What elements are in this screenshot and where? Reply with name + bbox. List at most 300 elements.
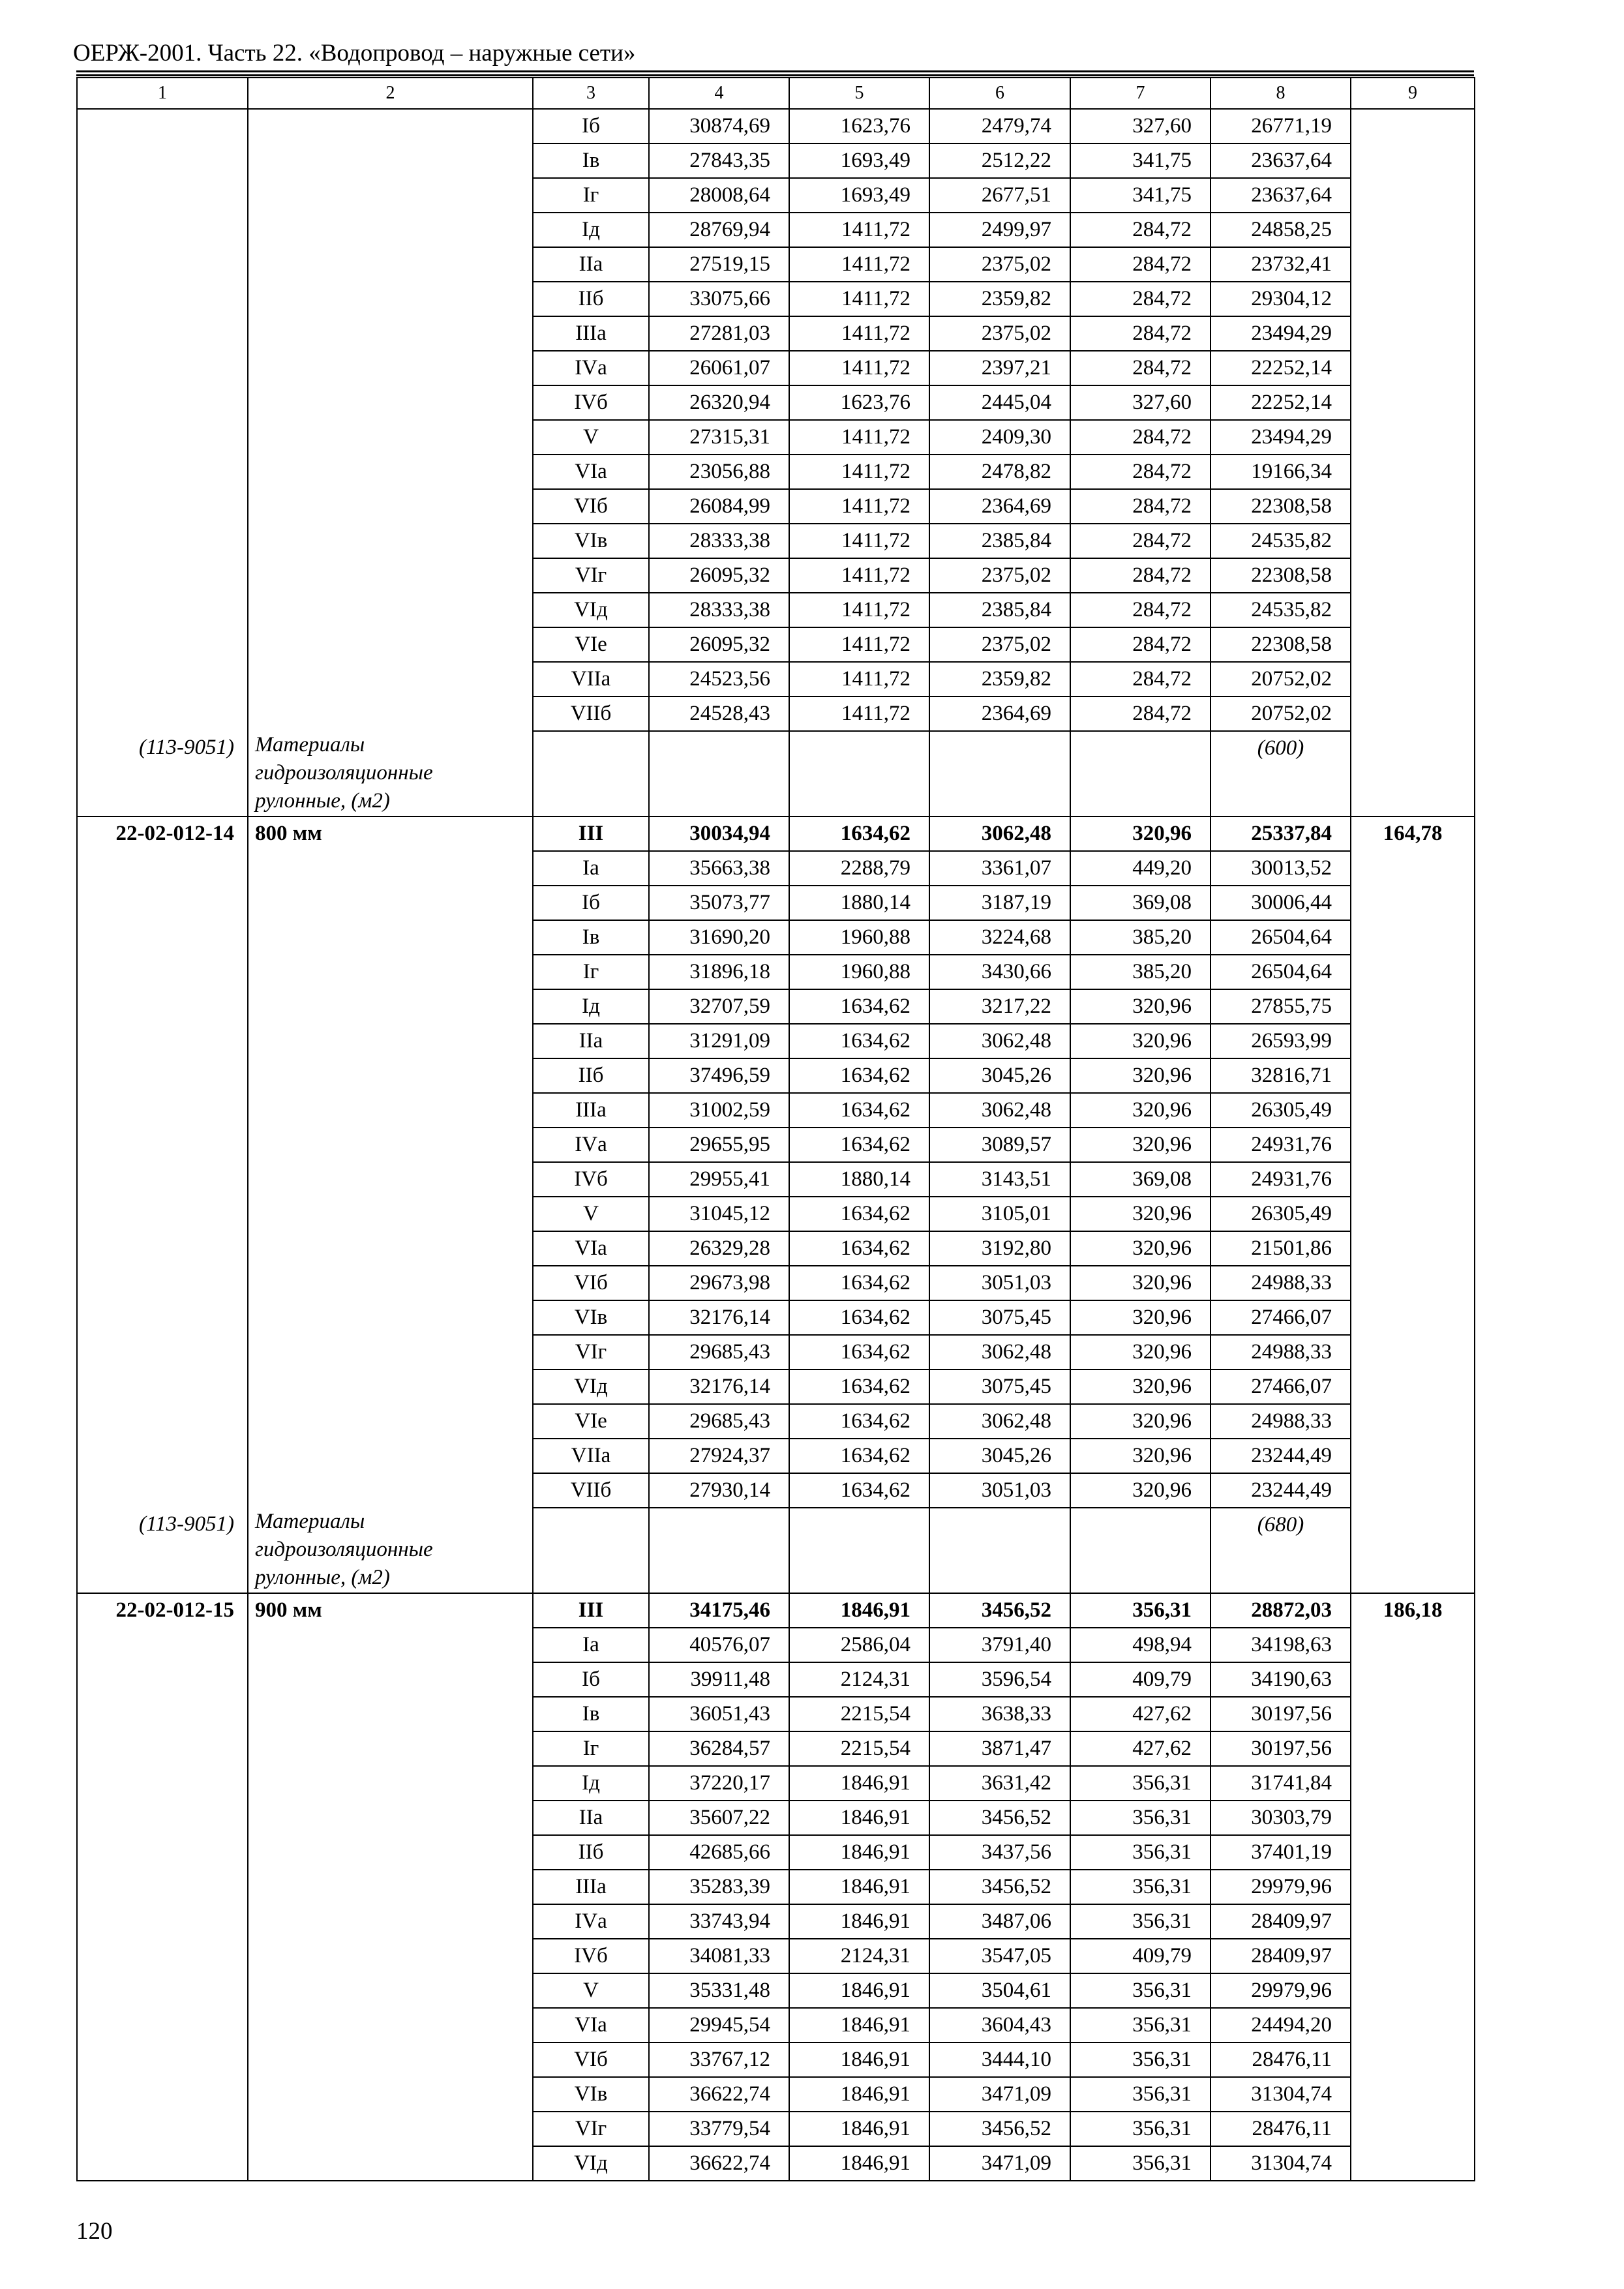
col-9-labor xyxy=(1351,1904,1475,1939)
rate-code xyxy=(77,524,248,558)
material-row xyxy=(77,1508,1475,1593)
page-number: 120 xyxy=(76,2218,113,2245)
col-8-materials: 29304,12 xyxy=(1210,282,1351,316)
col-8-materials: 22252,14 xyxy=(1210,351,1351,385)
col-4-total: 32176,14 xyxy=(649,1300,789,1335)
col-9-labor xyxy=(1351,455,1475,489)
col-4-total: 34175,46 xyxy=(649,1593,789,1628)
col-7-driver-wages: 320,96 xyxy=(1070,816,1210,851)
rate-code xyxy=(77,247,248,282)
rate-code xyxy=(77,920,248,955)
table-row xyxy=(77,1231,1475,1266)
rate-code: 22-02-012-15 xyxy=(77,1593,248,1628)
rate-code xyxy=(77,1300,248,1335)
rate-code xyxy=(77,1697,248,1731)
col-8-materials: 24931,76 xyxy=(1210,1128,1351,1162)
rate-name xyxy=(248,1904,533,1939)
rate-name xyxy=(248,851,533,886)
col-6-machines: 2364,69 xyxy=(929,696,1070,731)
rate-name: 900 мм xyxy=(248,1593,533,1628)
rate-code xyxy=(77,558,248,593)
col-5-wages: 1411,72 xyxy=(789,662,929,696)
col-4-total: 29655,95 xyxy=(649,1128,789,1162)
col-3-zone: VIг xyxy=(533,558,649,593)
col-9-labor xyxy=(1351,593,1475,627)
col-7-driver-wages: 284,72 xyxy=(1070,696,1210,731)
col-9-labor xyxy=(1351,143,1475,178)
col-7-driver-wages: 356,31 xyxy=(1070,1973,1210,2008)
rate-code xyxy=(77,385,248,420)
table-row xyxy=(77,1335,1475,1369)
col-3-zone: Iб xyxy=(533,886,649,920)
col-8-materials: 24494,20 xyxy=(1210,2008,1351,2042)
col-8-materials: 23637,64 xyxy=(1210,178,1351,213)
rate-name xyxy=(248,1766,533,1801)
rate-code xyxy=(77,1801,248,1835)
rate-name xyxy=(248,1231,533,1266)
col-3-zone: IIа xyxy=(533,247,649,282)
rate-name xyxy=(248,109,533,143)
col-4-total: 27843,35 xyxy=(649,143,789,178)
col-6-machines: 3217,22 xyxy=(929,989,1070,1024)
col-5-wages: 1846,91 xyxy=(789,2146,929,2181)
col-3-zone: Iв xyxy=(533,920,649,955)
table-row xyxy=(77,1369,1475,1404)
col-4-total: 31291,09 xyxy=(649,1024,789,1058)
col-9-labor xyxy=(1351,385,1475,420)
col-5-wages: 1846,91 xyxy=(789,2042,929,2077)
col-6-machines: 2512,22 xyxy=(929,143,1070,178)
col-8-materials: 23244,49 xyxy=(1210,1473,1351,1508)
col-4-total: 36622,74 xyxy=(649,2146,789,2181)
empty-cell xyxy=(789,731,929,816)
col-7-driver-wages: 284,72 xyxy=(1070,247,1210,282)
col-6-machines: 3471,09 xyxy=(929,2146,1070,2181)
col-5-wages: 1846,91 xyxy=(789,1593,929,1628)
material-code: (113-9051) xyxy=(77,731,248,816)
rate-code xyxy=(77,2112,248,2146)
col-7-driver-wages: 284,72 xyxy=(1070,627,1210,662)
col-6-machines: 2499,97 xyxy=(929,213,1070,247)
col-8-materials: 37401,19 xyxy=(1210,1835,1351,1870)
col-4-total: 27924,37 xyxy=(649,1439,789,1473)
col-5-wages: 1634,62 xyxy=(789,1024,929,1058)
col-7-driver-wages: 320,96 xyxy=(1070,1439,1210,1473)
col-6-machines: 2364,69 xyxy=(929,489,1070,524)
col-3-zone: V xyxy=(533,420,649,455)
rate-name xyxy=(248,920,533,955)
col-8-materials: 28409,97 xyxy=(1210,1939,1351,1973)
rate-code xyxy=(77,1058,248,1093)
rate-code xyxy=(77,1335,248,1369)
col-5-wages: 1693,49 xyxy=(789,178,929,213)
col-9-labor xyxy=(1351,213,1475,247)
table-row xyxy=(77,1024,1475,1058)
col-7-driver-wages: 356,31 xyxy=(1070,1766,1210,1801)
col-6-machines: 3547,05 xyxy=(929,1939,1070,1973)
col-5-wages: 1634,62 xyxy=(789,1266,929,1300)
rate-name xyxy=(248,1335,533,1369)
col-7-driver-wages: 284,72 xyxy=(1070,351,1210,385)
table-row xyxy=(77,1662,1475,1697)
col-7-driver-wages: 356,31 xyxy=(1070,2112,1210,2146)
col-5-wages: 1411,72 xyxy=(789,558,929,593)
table-row xyxy=(77,662,1475,696)
rate-name xyxy=(248,178,533,213)
material-quantity: (600) xyxy=(1210,731,1351,816)
col-9-labor xyxy=(1351,282,1475,316)
rate-name xyxy=(248,1162,533,1197)
table-row xyxy=(77,178,1475,213)
header-rule-top xyxy=(76,70,1474,72)
col-6-machines: 3456,52 xyxy=(929,2112,1070,2146)
rate-name xyxy=(248,558,533,593)
col-8-materials: 24535,82 xyxy=(1210,593,1351,627)
col-7-driver-wages: 320,96 xyxy=(1070,1231,1210,1266)
col-9-labor xyxy=(1351,420,1475,455)
col-7-driver-wages: 284,72 xyxy=(1070,662,1210,696)
col-6-machines: 3062,48 xyxy=(929,1024,1070,1058)
col-8-materials: 24988,33 xyxy=(1210,1266,1351,1300)
col-5-wages: 1634,62 xyxy=(789,1335,929,1369)
material-name-line: рулонные, (м2) xyxy=(255,1566,390,1589)
rate-name xyxy=(248,489,533,524)
table-row xyxy=(77,1801,1475,1835)
col-9-labor xyxy=(1351,1335,1475,1369)
col-8-materials: 34190,63 xyxy=(1210,1662,1351,1697)
col-3-zone: VIа xyxy=(533,1231,649,1266)
col-9-labor xyxy=(1351,524,1475,558)
col-4-total: 36622,74 xyxy=(649,2077,789,2112)
table-row xyxy=(77,627,1475,662)
col-9-labor xyxy=(1351,1231,1475,1266)
rate-code xyxy=(77,1369,248,1404)
col-5-wages: 1634,62 xyxy=(789,1300,929,1335)
col-3-zone: III xyxy=(533,816,649,851)
col-4-total: 23056,88 xyxy=(649,455,789,489)
col-5-wages: 2288,79 xyxy=(789,851,929,886)
col-8-materials: 24931,76 xyxy=(1210,1162,1351,1197)
col-8-materials: 26504,64 xyxy=(1210,920,1351,955)
rate-code xyxy=(77,2042,248,2077)
col-5-wages: 2124,31 xyxy=(789,1939,929,1973)
col-8-materials: 19166,34 xyxy=(1210,455,1351,489)
rate-name xyxy=(248,1697,533,1731)
rate-code xyxy=(77,109,248,143)
col-8-materials: 24988,33 xyxy=(1210,1335,1351,1369)
col-5-wages: 1411,72 xyxy=(789,282,929,316)
col-7-driver-wages: 498,94 xyxy=(1070,1628,1210,1662)
col-3-zone: VIд xyxy=(533,593,649,627)
col-3-zone: IIа xyxy=(533,1801,649,1835)
col-3-zone: V xyxy=(533,1973,649,2008)
col-9-labor xyxy=(1351,2008,1475,2042)
col-7-driver-wages: 356,31 xyxy=(1070,2042,1210,2077)
col-4-total: 30034,94 xyxy=(649,816,789,851)
table-row xyxy=(77,489,1475,524)
col-4-total: 36284,57 xyxy=(649,1731,789,1766)
col-6-machines: 2445,04 xyxy=(929,385,1070,420)
col-7-driver-wages: 385,20 xyxy=(1070,920,1210,955)
rate-code xyxy=(77,1266,248,1300)
table-row xyxy=(77,1197,1475,1231)
col-6-machines: 3604,43 xyxy=(929,2008,1070,2042)
col-7-driver-wages: 284,72 xyxy=(1070,316,1210,351)
col-7-driver-wages: 320,96 xyxy=(1070,1404,1210,1439)
col-3-zone: VIб xyxy=(533,489,649,524)
rate-code xyxy=(77,1870,248,1904)
col-6-machines: 2359,82 xyxy=(929,662,1070,696)
col-8-materials: 30303,79 xyxy=(1210,1801,1351,1835)
col-5-wages: 1880,14 xyxy=(789,886,929,920)
col-3-zone: Iд xyxy=(533,989,649,1024)
rate-name xyxy=(248,455,533,489)
col-9-labor: 164,78 xyxy=(1351,816,1475,851)
col-4-total: 39911,48 xyxy=(649,1662,789,1697)
empty-cell xyxy=(649,1508,789,1593)
col-4-total: 32707,59 xyxy=(649,989,789,1024)
table-row xyxy=(77,1731,1475,1766)
table-row xyxy=(77,1128,1475,1162)
material-code: (113-9051) xyxy=(77,1508,248,1593)
col-7-driver-wages: 427,62 xyxy=(1070,1731,1210,1766)
col-9-labor xyxy=(1351,920,1475,955)
rate-code xyxy=(77,1628,248,1662)
col-7-driver-wages: 369,08 xyxy=(1070,886,1210,920)
column-number: 4 xyxy=(649,78,789,109)
col-7-driver-wages: 327,60 xyxy=(1070,109,1210,143)
rate-code xyxy=(77,1835,248,1870)
rate-code xyxy=(77,1231,248,1266)
rate-name xyxy=(248,1628,533,1662)
col-8-materials: 23637,64 xyxy=(1210,143,1351,178)
col-4-total: 35073,77 xyxy=(649,886,789,920)
col-3-zone: IIа xyxy=(533,1024,649,1058)
col-4-total: 33779,54 xyxy=(649,2112,789,2146)
rate-code xyxy=(77,420,248,455)
col-9-labor xyxy=(1351,1058,1475,1093)
col-3-zone: IIIа xyxy=(533,316,649,351)
col-9-labor xyxy=(1351,1939,1475,1973)
rate-name xyxy=(248,1197,533,1231)
col-8-materials: 22308,58 xyxy=(1210,489,1351,524)
col-3-zone: VIа xyxy=(533,455,649,489)
table-row xyxy=(77,213,1475,247)
col-4-total: 35663,38 xyxy=(649,851,789,886)
col-3-zone: IIIа xyxy=(533,1093,649,1128)
rate-code xyxy=(77,489,248,524)
material-name xyxy=(248,1508,533,1593)
col-8-materials: 31304,74 xyxy=(1210,2077,1351,2112)
col-7-driver-wages: 327,60 xyxy=(1070,385,1210,420)
col-8-materials: 32816,71 xyxy=(1210,1058,1351,1093)
col-8-materials: 22252,14 xyxy=(1210,385,1351,420)
col-6-machines: 2359,82 xyxy=(929,282,1070,316)
rate-name xyxy=(248,886,533,920)
col-8-materials: 30197,56 xyxy=(1210,1731,1351,1766)
rate-code xyxy=(77,316,248,351)
rate-name xyxy=(248,351,533,385)
column-number: 9 xyxy=(1351,78,1475,109)
rate-name xyxy=(248,2008,533,2042)
table-row xyxy=(77,247,1475,282)
col-4-total: 35607,22 xyxy=(649,1801,789,1835)
col-8-materials: 28476,11 xyxy=(1210,2112,1351,2146)
rate-code xyxy=(77,1904,248,1939)
col-5-wages: 2215,54 xyxy=(789,1731,929,1766)
col-3-zone: Iа xyxy=(533,851,649,886)
col-5-wages: 1960,88 xyxy=(789,955,929,989)
col-9-labor xyxy=(1351,662,1475,696)
col-9-labor xyxy=(1351,178,1475,213)
col-3-zone: Iб xyxy=(533,1662,649,1697)
col-8-materials: 30013,52 xyxy=(1210,851,1351,886)
empty-cell xyxy=(649,731,789,816)
table-row xyxy=(77,2077,1475,2112)
col-3-zone: VIб xyxy=(533,2042,649,2077)
col-7-driver-wages: 320,96 xyxy=(1070,1369,1210,1404)
col-5-wages: 1693,49 xyxy=(789,143,929,178)
col-3-zone: VIв xyxy=(533,2077,649,2112)
rate-name xyxy=(248,696,533,731)
rate-code xyxy=(77,1473,248,1508)
rate-code xyxy=(77,1404,248,1439)
table-row xyxy=(77,1697,1475,1731)
col-6-machines: 3487,06 xyxy=(929,1904,1070,1939)
col-6-machines: 3062,48 xyxy=(929,1404,1070,1439)
col-9-labor xyxy=(1351,316,1475,351)
col-5-wages: 1846,91 xyxy=(789,1973,929,2008)
col-8-materials: 24858,25 xyxy=(1210,213,1351,247)
col-7-driver-wages: 284,72 xyxy=(1070,420,1210,455)
col-4-total: 26084,99 xyxy=(649,489,789,524)
column-number: 7 xyxy=(1070,78,1210,109)
rate-code xyxy=(77,178,248,213)
col-8-materials: 28409,97 xyxy=(1210,1904,1351,1939)
rate-name xyxy=(248,213,533,247)
column-number-row xyxy=(77,78,1475,109)
col-6-machines: 3504,61 xyxy=(929,1973,1070,2008)
col-3-zone: VIг xyxy=(533,1335,649,1369)
col-7-driver-wages: 341,75 xyxy=(1070,143,1210,178)
col-4-total: 35283,39 xyxy=(649,1870,789,1904)
col-8-materials: 29979,96 xyxy=(1210,1870,1351,1904)
col-4-total: 26095,32 xyxy=(649,558,789,593)
col-9-labor xyxy=(1351,1662,1475,1697)
col-6-machines: 2479,74 xyxy=(929,109,1070,143)
empty-cell xyxy=(1351,731,1475,816)
col-6-machines: 3051,03 xyxy=(929,1266,1070,1300)
col-9-labor xyxy=(1351,109,1475,143)
col-7-driver-wages: 320,96 xyxy=(1070,1093,1210,1128)
material-name-line: Материалы xyxy=(255,733,365,756)
col-3-zone: IVа xyxy=(533,1128,649,1162)
col-5-wages: 1846,91 xyxy=(789,1801,929,1835)
rate-name xyxy=(248,1024,533,1058)
rate-name xyxy=(248,316,533,351)
rate-name xyxy=(248,955,533,989)
col-3-zone: VIб xyxy=(533,1266,649,1300)
col-9-labor xyxy=(1351,558,1475,593)
col-3-zone: VIв xyxy=(533,1300,649,1335)
table-row xyxy=(77,524,1475,558)
col-7-driver-wages: 356,31 xyxy=(1070,2077,1210,2112)
col-8-materials: 27466,07 xyxy=(1210,1369,1351,1404)
col-5-wages: 1634,62 xyxy=(789,1404,929,1439)
rate-code xyxy=(77,1439,248,1473)
col-7-driver-wages: 284,72 xyxy=(1070,282,1210,316)
col-9-labor xyxy=(1351,1628,1475,1662)
col-4-total: 27519,15 xyxy=(649,247,789,282)
col-3-zone: VIв xyxy=(533,524,649,558)
col-9-labor xyxy=(1351,1093,1475,1128)
rate-code xyxy=(77,213,248,247)
col-8-materials: 34198,63 xyxy=(1210,1628,1351,1662)
col-6-machines: 3045,26 xyxy=(929,1439,1070,1473)
column-number: 5 xyxy=(789,78,929,109)
col-9-labor xyxy=(1351,696,1475,731)
col-9-labor xyxy=(1351,1439,1475,1473)
col-7-driver-wages: 369,08 xyxy=(1070,1162,1210,1197)
col-7-driver-wages: 284,72 xyxy=(1070,558,1210,593)
col-4-total: 27930,14 xyxy=(649,1473,789,1508)
col-5-wages: 1880,14 xyxy=(789,1162,929,1197)
col-3-zone: IVа xyxy=(533,1904,649,1939)
col-4-total: 28769,94 xyxy=(649,213,789,247)
col-9-labor xyxy=(1351,2112,1475,2146)
material-name-line: рулонные, (м2) xyxy=(255,789,390,813)
column-number: 3 xyxy=(533,78,649,109)
col-5-wages: 1411,72 xyxy=(789,455,929,489)
rate-code xyxy=(77,851,248,886)
col-5-wages: 1634,62 xyxy=(789,1231,929,1266)
col-8-materials: 23494,29 xyxy=(1210,420,1351,455)
table-row xyxy=(77,1939,1475,1973)
col-7-driver-wages: 356,31 xyxy=(1070,2146,1210,2181)
rate-code xyxy=(77,1662,248,1697)
col-3-zone: Iб xyxy=(533,109,649,143)
col-8-materials: 29979,96 xyxy=(1210,1973,1351,2008)
col-8-materials: 23732,41 xyxy=(1210,247,1351,282)
col-5-wages: 2124,31 xyxy=(789,1662,929,1697)
col-4-total: 33075,66 xyxy=(649,282,789,316)
col-5-wages: 1634,62 xyxy=(789,1093,929,1128)
col-8-materials: 28476,11 xyxy=(1210,2042,1351,2077)
col-6-machines: 3596,54 xyxy=(929,1662,1070,1697)
col-5-wages: 1960,88 xyxy=(789,920,929,955)
table-row xyxy=(77,989,1475,1024)
col-4-total: 28333,38 xyxy=(649,593,789,627)
col-8-materials: 30197,56 xyxy=(1210,1697,1351,1731)
col-5-wages: 1411,72 xyxy=(789,593,929,627)
empty-cell xyxy=(533,731,649,816)
rate-code xyxy=(77,989,248,1024)
col-6-machines: 2375,02 xyxy=(929,247,1070,282)
col-4-total: 29673,98 xyxy=(649,1266,789,1300)
col-6-machines: 3192,80 xyxy=(929,1231,1070,1266)
col-5-wages: 1411,72 xyxy=(789,247,929,282)
rate-code xyxy=(77,955,248,989)
rate-name xyxy=(248,593,533,627)
col-3-zone: Iа xyxy=(533,1628,649,1662)
table-row xyxy=(77,316,1475,351)
table-row xyxy=(77,1439,1475,1473)
col-6-machines: 3444,10 xyxy=(929,2042,1070,2077)
empty-cell xyxy=(1070,1508,1210,1593)
col-9-labor xyxy=(1351,2077,1475,2112)
table-row xyxy=(77,851,1475,886)
col-4-total: 34081,33 xyxy=(649,1939,789,1973)
